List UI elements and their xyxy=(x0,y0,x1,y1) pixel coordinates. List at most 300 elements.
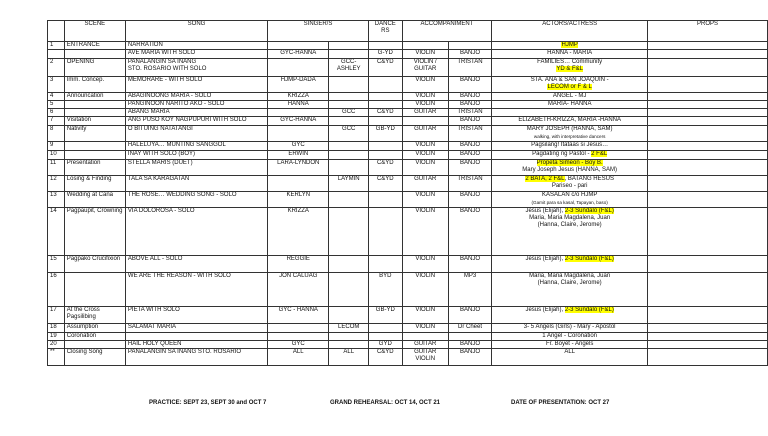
table-row xyxy=(48,341,768,349)
actors-cell xyxy=(492,333,648,341)
actors-text: ALL xyxy=(564,349,575,355)
song-cell xyxy=(125,109,267,117)
actors-cell xyxy=(492,192,648,208)
singer-group-cell xyxy=(329,307,369,324)
actors-cell xyxy=(492,160,648,176)
header-song: SONG xyxy=(125,21,267,42)
actors-line xyxy=(494,66,645,73)
singer-group-cell xyxy=(329,93,369,101)
actors-cell xyxy=(492,93,648,101)
song-line: THE ROSE… WEDDING SONG - SOLO xyxy=(127,192,237,198)
singer-cell xyxy=(268,42,329,50)
song-line: HALELUYA… MUNTING SANGGOL xyxy=(127,142,226,148)
actors-line xyxy=(494,208,645,215)
song-cell xyxy=(125,160,267,176)
song-line: SALAMAT MARIA xyxy=(127,324,177,330)
row-number: 6 xyxy=(48,109,65,117)
singer-group-cell xyxy=(329,160,369,176)
singer-cell: ALL xyxy=(268,349,329,366)
scene-cell xyxy=(64,101,125,109)
actors-line xyxy=(494,84,645,91)
table-row xyxy=(48,307,768,324)
dancers-cell xyxy=(368,192,402,208)
scene-cell xyxy=(64,151,125,160)
props-cell xyxy=(648,341,768,349)
song-cell xyxy=(125,50,267,59)
actors-text: (Hanna, Claire, Jerome) xyxy=(537,280,602,286)
accompaniment-player-cell: TRISTAN xyxy=(448,126,491,142)
accompaniment-player-cell xyxy=(448,42,491,50)
singer-cell: REGGIE xyxy=(268,256,329,273)
props-cell xyxy=(648,208,768,256)
song-cell xyxy=(125,93,267,101)
row-number: 7 xyxy=(48,117,65,126)
accompaniment-player-cell: BANJO xyxy=(448,101,491,109)
props-cell xyxy=(648,126,768,142)
props-cell xyxy=(648,142,768,151)
table-row xyxy=(48,126,768,142)
actors-text: 1 Angel - Coronation xyxy=(542,333,597,339)
actors-text: Jesus (Elijah), xyxy=(525,208,565,214)
row-number: ** xyxy=(48,349,65,366)
actors-cell xyxy=(492,109,648,117)
dancers-cell xyxy=(368,117,402,126)
dancers-cell: BYD xyxy=(368,273,402,307)
singer-group-cell: LECOM xyxy=(329,324,369,333)
table-row xyxy=(48,208,768,256)
accompaniment-player-cell: BANJO xyxy=(448,341,491,349)
props-cell xyxy=(648,109,768,117)
singer-cell: KERLYN xyxy=(268,192,329,208)
header-scene: SCENE xyxy=(64,21,125,42)
table-row xyxy=(48,93,768,101)
actors-line xyxy=(494,50,645,57)
singer-cell: GYC-HANNA xyxy=(268,117,329,126)
accompaniment-player-cell: TRISTAN xyxy=(448,109,491,117)
singer-cell: ERWIN xyxy=(268,151,329,160)
actors-cell xyxy=(492,101,648,109)
actors-text: (Hanna, Claire, Jerome) xyxy=(537,222,602,228)
actors-text: Jesus (Elijah), xyxy=(525,256,565,262)
props-cell xyxy=(648,176,768,192)
row-number: 1 xyxy=(48,42,65,50)
singer-cell: KRIZZA xyxy=(268,208,329,256)
singer-group-cell: GCC xyxy=(329,126,369,142)
actors-text: walking, with interpretative dancers xyxy=(533,134,606,139)
song-line: WE ARE THE REASON - WITH SOLO xyxy=(127,273,231,279)
header-number xyxy=(48,21,65,42)
singer-group-cell xyxy=(329,42,369,50)
dancers-cell xyxy=(368,42,402,50)
song-line: HAIL HOLY QUEEN xyxy=(127,341,182,347)
accompaniment-player-cell: BANJO xyxy=(448,160,491,176)
table-row xyxy=(48,176,768,192)
actors-text: FAMILIES… Community xyxy=(537,59,603,65)
props-cell xyxy=(648,160,768,176)
accompaniment-player-cell: Dr Cheet xyxy=(448,324,491,333)
accompaniment-player-cell: MP3 xyxy=(448,273,491,307)
actors-line xyxy=(494,59,645,66)
actors-line xyxy=(494,307,645,314)
accompaniment-instrument-cell: VIOLIN xyxy=(402,324,448,333)
props-cell xyxy=(648,50,768,59)
scene-cell: OPENING xyxy=(64,59,125,77)
actors-text: KASALAN c/o HJMP xyxy=(541,192,598,198)
actors-line xyxy=(494,324,645,331)
dancers-cell xyxy=(368,77,402,93)
song-line: PANALANGIN SA INANG STO. ROSARIO xyxy=(127,349,242,355)
dancers-cell: C&YD xyxy=(368,349,402,366)
singer-group-cell xyxy=(329,333,369,341)
singer-group-cell: GCC-ASHLEY xyxy=(329,59,369,77)
singer-cell: GYC-HANNA xyxy=(268,50,329,59)
props-cell xyxy=(648,324,768,333)
scene-cell: Coronation xyxy=(64,333,125,341)
actors-line xyxy=(494,126,645,133)
actors-cell xyxy=(492,151,648,160)
actors-cell xyxy=(492,273,648,307)
highlighted-text: LECOM or F & L xyxy=(547,84,592,90)
table-row xyxy=(48,59,768,77)
table-body xyxy=(48,42,768,366)
accompaniment-player-cell: TRISTAN xyxy=(448,59,491,77)
actors-line xyxy=(494,101,645,108)
highlighted-text: 2-3 Sundalo (F&L) xyxy=(564,307,614,313)
song-cell xyxy=(125,42,267,50)
table-row xyxy=(48,324,768,333)
row-number: 4 xyxy=(48,93,65,101)
song-cell xyxy=(125,273,267,307)
singer-group-cell xyxy=(329,341,369,349)
actors-line xyxy=(494,256,645,263)
accompaniment-player-cell: BANJO xyxy=(448,307,491,324)
actors-text: Maria, Maria Magdalena, Juan xyxy=(529,273,611,279)
actors-text: Maria, Maria Magdalena, Juan xyxy=(529,215,611,221)
song-cell xyxy=(125,77,267,93)
row-number: 13 xyxy=(48,192,65,208)
song-cell xyxy=(125,176,267,192)
singer-group-cell xyxy=(329,50,369,59)
accompaniment-instrument-cell xyxy=(402,333,448,341)
accompaniment-instrument-cell: VIOLIN xyxy=(402,307,448,324)
dancers-cell: C&YD xyxy=(368,176,402,192)
dancers-cell xyxy=(368,333,402,341)
actors-cell xyxy=(492,50,648,59)
row-number: 20 xyxy=(48,341,65,349)
table-row xyxy=(48,109,768,117)
accompaniment-instrument-cell: VIOLIN xyxy=(402,142,448,151)
scene-cell xyxy=(64,273,125,307)
singer-group-cell xyxy=(329,208,369,256)
song-line: TALA SA KARAGATAN xyxy=(127,176,190,182)
props-cell xyxy=(648,307,768,324)
song-line: PIETA WITH SOLO xyxy=(127,307,180,313)
highlighted-text: 2-3 Sundalo (F&L) xyxy=(564,208,614,214)
accompaniment-instrument-cell: VIOLIN xyxy=(402,256,448,273)
actors-cell xyxy=(492,307,648,324)
singer-cell xyxy=(268,333,329,341)
header-props: PROPS xyxy=(648,21,768,42)
actors-line xyxy=(494,349,645,356)
scene-cell xyxy=(64,50,125,59)
scene-cell: Losing & Finding xyxy=(64,176,125,192)
table-row xyxy=(48,151,768,160)
actors-line xyxy=(494,42,645,49)
singer-cell: GYC - HANNA xyxy=(268,307,329,324)
song-cell xyxy=(125,324,267,333)
dancers-cell xyxy=(368,151,402,160)
singer-group-cell: LAYMIN xyxy=(329,176,369,192)
dancers-cell: G-YD xyxy=(368,50,402,59)
header-singers: SINGER/S xyxy=(268,21,369,42)
singer-cell: JON CALUAG xyxy=(268,273,329,307)
scene-cell: Assumption xyxy=(64,324,125,333)
accompaniment-player-cell: BANJO xyxy=(448,77,491,93)
accompaniment-instrument-cell: GUITAR VIOLIN xyxy=(402,349,448,366)
song-line: ABOVE ALL - SOLO xyxy=(127,256,183,262)
actors-cell xyxy=(492,256,648,273)
song-cell xyxy=(125,256,267,273)
grand-rehearsal-dates: GRAND REHEARSAL: OCT 14, OCT 21 xyxy=(330,400,441,406)
actors-cell xyxy=(492,324,648,333)
actors-line xyxy=(494,133,645,141)
row-number: 11 xyxy=(48,160,65,176)
dancers-cell: GB-YD xyxy=(368,307,402,324)
highlighted-text: 2 BATA, 2 F&L xyxy=(525,176,565,182)
actors-text: Fr. Boyet - Angels xyxy=(545,341,594,347)
actors-line xyxy=(494,160,645,167)
accompaniment-instrument-cell: VIOLIN xyxy=(402,101,448,109)
actors-text: Pagdating ng Pastol - xyxy=(532,151,592,157)
singer-group-cell xyxy=(329,77,369,93)
singer-cell xyxy=(268,109,329,117)
actors-cell xyxy=(492,349,648,366)
header-dancers: DANCE RS xyxy=(368,21,402,42)
scene-cell xyxy=(64,142,125,151)
table-row xyxy=(48,192,768,208)
actors-line xyxy=(494,77,645,84)
table-row xyxy=(48,117,768,126)
singer-cell: GYC xyxy=(268,341,329,349)
actors-text: (Gamit para sa kasal, Tapayan, baso) xyxy=(531,200,608,205)
singer-cell xyxy=(268,59,329,77)
scene-cell: Pagpako Crucifixion xyxy=(64,256,125,273)
actors-line xyxy=(494,280,645,287)
table-row xyxy=(48,142,768,151)
row-number: 16 xyxy=(48,273,65,307)
actors-text: MARIA- HANNA xyxy=(547,101,592,107)
accompaniment-player-cell: BANJO xyxy=(448,50,491,59)
actors-line xyxy=(494,341,645,348)
song-cell xyxy=(125,59,267,77)
scene-cell xyxy=(64,109,125,117)
table-row xyxy=(48,50,768,59)
highlighted-text: Propeta Simeon - Boy B. xyxy=(536,160,603,166)
actors-line xyxy=(494,192,645,199)
actors-text: ELIZABETH-KRIZZA, MARIA -HANNA xyxy=(518,117,621,123)
song-cell xyxy=(125,192,267,208)
song-line: ABANG MARIA xyxy=(127,109,170,115)
row-number: 15 xyxy=(48,256,65,273)
actors-cell xyxy=(492,42,648,50)
singer-cell: KRIZZA xyxy=(268,93,329,101)
actors-text: Jesus (Elijah), xyxy=(525,307,565,313)
singer-group-cell xyxy=(329,192,369,208)
song-line: AVE MARIA WITH SOLO xyxy=(127,50,196,56)
accompaniment-player-cell: BANJO xyxy=(448,93,491,101)
header-accompaniment: ACCOMPANIMENT xyxy=(402,21,492,42)
accompaniment-player-cell: TRISTAN xyxy=(448,176,491,192)
accompaniment-instrument-cell: GUITAR xyxy=(402,109,448,117)
song-line: PANGINOON NARITO AKO - SOLO xyxy=(127,101,225,107)
song-line: ANG PUSO KOY NAGPUPURI WITH SOLO xyxy=(127,117,247,123)
song-line: INAY WITH SOLO (BOY) xyxy=(127,151,196,157)
accompaniment-instrument-cell: VIOLIN xyxy=(402,77,448,93)
row-number: 18 xyxy=(48,324,65,333)
row-number: 14 xyxy=(48,208,65,256)
props-cell xyxy=(648,77,768,93)
actors-line xyxy=(494,93,645,100)
accompaniment-player-cell: BANJO xyxy=(448,142,491,151)
accompaniment-player-cell: BANJO xyxy=(448,151,491,160)
dancers-cell: C&YD xyxy=(368,109,402,117)
actors-text: MARY JOSEPH (HANNA, SAM) xyxy=(526,126,613,132)
actors-cell xyxy=(492,126,648,142)
actors-line xyxy=(494,183,645,190)
song-cell xyxy=(125,333,267,341)
actors-cell xyxy=(492,208,648,256)
singer-cell: GYC xyxy=(268,142,329,151)
accompaniment-instrument-cell: VIOLIN xyxy=(402,160,448,176)
actors-cell xyxy=(492,142,648,151)
scene-cell xyxy=(64,341,125,349)
program-table xyxy=(47,20,768,366)
actors-text: HANNA - MARIA xyxy=(547,50,593,56)
song-line: MEMORARE - WITH SOLO xyxy=(127,77,203,83)
scene-cell: Nativity xyxy=(64,126,125,142)
practice-dates: PRACTICE: SEPT 23, SEPT 30 and OCT 7 xyxy=(149,400,267,406)
row-number: 12 xyxy=(48,176,65,192)
row-number: 8 xyxy=(48,126,65,142)
accompaniment-player-cell: BANJO xyxy=(448,349,491,366)
song-line: VIA DOLOROSA - SOLO xyxy=(127,208,195,214)
dancers-cell xyxy=(368,101,402,109)
highlighted-text: 2 F&L xyxy=(591,151,608,157)
highlighted-text: YD & F&L xyxy=(556,66,583,72)
song-cell xyxy=(125,341,267,349)
props-cell xyxy=(648,192,768,208)
props-cell xyxy=(648,273,768,307)
scene-cell: ENTRANCE xyxy=(64,42,125,50)
accompaniment-instrument-cell: VIOLIN xyxy=(402,208,448,256)
song-line: STELLA MARIS (DUET) xyxy=(127,160,193,166)
singer-cell: HANNA xyxy=(268,101,329,109)
actors-text: STA. ANA & SAN JOAQUIN - xyxy=(530,77,609,83)
scene-cell: Wedding at Cana xyxy=(64,192,125,208)
song-line: PANALANGIN SA INANG xyxy=(127,59,197,65)
actors-line xyxy=(494,142,645,149)
accompaniment-instrument-cell: VIOLIN xyxy=(402,273,448,307)
singer-cell xyxy=(268,126,329,142)
singer-group-cell xyxy=(329,101,369,109)
props-cell xyxy=(648,101,768,109)
actors-line xyxy=(494,273,645,280)
row-number: 10 xyxy=(48,151,65,160)
accompaniment-instrument-cell xyxy=(402,117,448,126)
actors-cell xyxy=(492,341,648,349)
dancers-cell xyxy=(368,208,402,256)
highlighted-text: HJMP xyxy=(561,42,578,48)
accompaniment-instrument-cell: GUITAR xyxy=(402,126,448,142)
song-cell xyxy=(125,142,267,151)
props-cell xyxy=(648,151,768,160)
singer-group-cell xyxy=(329,273,369,307)
dancers-cell xyxy=(368,324,402,333)
actors-line xyxy=(494,117,645,124)
header-actors: ACTORS/ACTRESS xyxy=(492,21,648,42)
actors-text: 3- 5 Angels (Girls) - Mary - Apostol xyxy=(523,324,616,330)
table-row xyxy=(48,42,768,50)
row-number: 3 xyxy=(48,77,65,93)
actors-text: Mary Joseph Jesus (HANNA, SAM) xyxy=(522,167,617,173)
actors-cell xyxy=(492,77,648,93)
actors-line xyxy=(494,222,645,229)
dancers-cell xyxy=(368,256,402,273)
accompaniment-player-cell xyxy=(448,333,491,341)
accompaniment-instrument-cell: GUITAR xyxy=(402,176,448,192)
accompaniment-player-cell: BANJO xyxy=(448,192,491,208)
singer-cell xyxy=(268,176,329,192)
singer-group-cell xyxy=(329,151,369,160)
song-cell xyxy=(125,349,267,366)
singer-group-cell: ALL xyxy=(329,349,369,366)
row-number: 2 xyxy=(48,59,65,77)
actors-text: Pagsilang! Itataas si Jesus… xyxy=(531,142,609,148)
accompaniment-instrument-cell: VIOLIN xyxy=(402,151,448,160)
song-cell xyxy=(125,101,267,109)
actors-cell xyxy=(492,117,648,126)
dancers-cell xyxy=(368,142,402,151)
singer-group-cell xyxy=(329,142,369,151)
props-cell xyxy=(648,256,768,273)
accompaniment-player-cell: BANJO xyxy=(448,256,491,273)
props-cell xyxy=(648,59,768,77)
accompaniment-instrument-cell: VIOLIN xyxy=(402,50,448,59)
song-line: NARRATION xyxy=(127,42,163,48)
actors-text: Pariseo - pari xyxy=(551,183,588,189)
row-number xyxy=(48,50,65,59)
row-number: 9 xyxy=(48,142,65,151)
song-line: O BITUING NATATANGI xyxy=(127,126,193,132)
dancers-cell: GB-YD xyxy=(368,126,402,142)
song-cell xyxy=(125,151,267,160)
accompaniment-instrument-cell: VIOLIN xyxy=(402,93,448,101)
dancers-cell: GYD xyxy=(368,341,402,349)
accompaniment-instrument-cell: VIOLIN xyxy=(402,192,448,208)
actors-line xyxy=(494,167,645,174)
table-row xyxy=(48,273,768,307)
highlighted-text: 2-3 Sundalo (F&L) xyxy=(564,256,614,262)
dancers-cell: C&YD xyxy=(368,59,402,77)
actors-line xyxy=(494,151,645,158)
actors-line xyxy=(494,333,645,340)
scene-cell: Closing Song xyxy=(64,349,125,366)
presentation-date: DATE OF PRESENTATION: OCT 27 xyxy=(511,400,610,406)
header-row xyxy=(48,21,768,42)
singer-cell: HJMP-DADA xyxy=(268,77,329,93)
props-cell xyxy=(648,42,768,50)
actors-cell xyxy=(492,176,648,192)
